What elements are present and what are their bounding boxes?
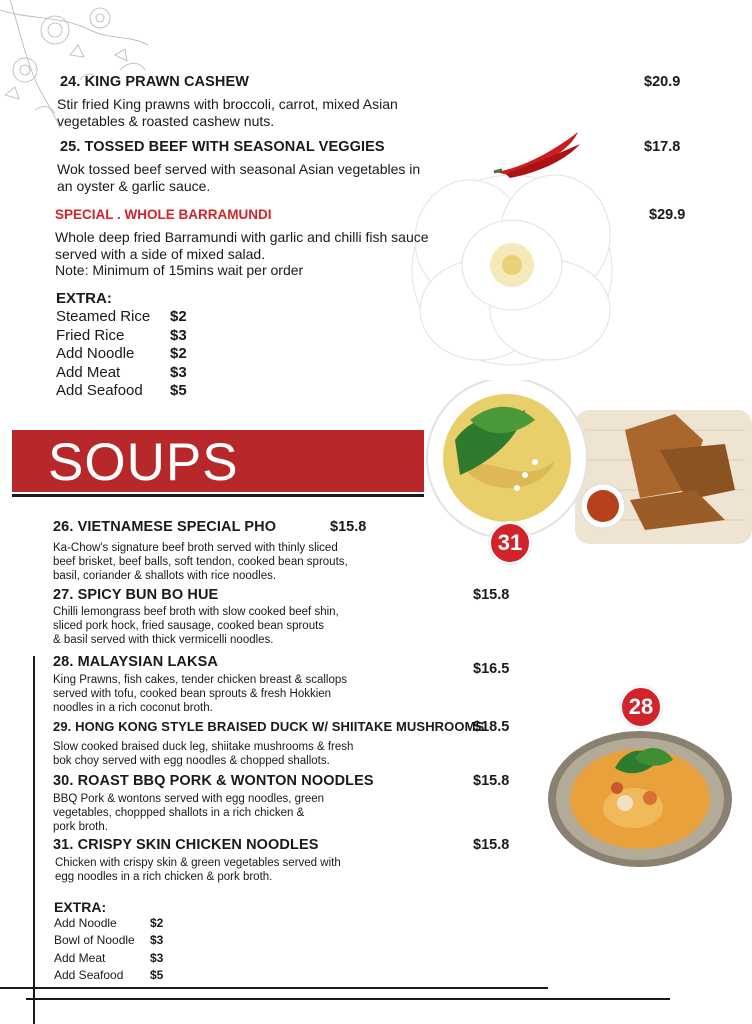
dish-title-28: 28. MALAYSIAN LAKSA (53, 654, 218, 670)
dish-price-24: $20.9 (644, 74, 681, 90)
extra-item: Bowl of Noodle $3 (54, 933, 164, 948)
dish-title-25: 25. TOSSED BEEF WITH SEASONAL VEGGIES (60, 139, 385, 155)
chilli-decoration (492, 128, 584, 180)
dish-price-30: $15.8 (473, 773, 510, 789)
extra-item: Add Seafood $5 (54, 968, 164, 983)
dish-title-26: 26. VIETNAMESE SPECIAL PHO (53, 519, 277, 535)
special-price: $29.9 (649, 207, 686, 223)
dish-desc-28: King Prawns, fish cakes, tender chicken breast & scallops served with tofu, cooked bean sprouts & fresh Hokkien noodles in a rich coconut broth. (53, 674, 348, 714)
dish-title-27: 27. SPICY BUN BO HUE (53, 587, 219, 603)
dish-title-31: 31. CRISPY SKIN CHICKEN NOODLES (53, 837, 319, 853)
dish-number-badge-28: 28 (620, 686, 662, 728)
bottom-rule-lower (26, 998, 670, 1000)
dish-desc-30: BBQ Pork & wontons served with egg noodles, green vegetables, choppped shallots in a rich chicken & pork broth. (53, 793, 325, 833)
crispy-chicken-noodles-photo (425, 380, 752, 550)
extra-item: Add Seafood $5 (56, 382, 187, 400)
extra-heading: EXTRA: (56, 290, 112, 307)
dish-desc-27: Chilli lemongrass beef broth with slow cooked beef shin, sliced pork hock, fried sausage, cooked bean sprouts & basil served with thick vermicelli noodles. (53, 606, 339, 646)
dish-price-28: $16.5 (473, 661, 510, 677)
left-vertical-rule (33, 656, 35, 1024)
dish-price-27: $15.8 (473, 587, 510, 603)
dish-desc-26: Ka-Chow's signature beef broth served with thinly sliced beef brisket, beef balls, soft tendon, cooked bean sprouts, basil, coriander & shallots with rice noodles. (53, 542, 348, 582)
dish-desc-25: Wok tossed beef served with seasonal Asian vegetables in an oyster & garlic sauce. (57, 161, 421, 194)
dish-title-29: 29. HONG KONG STYLE BRAISED DUCK W/ SHIITAKE MUSHROOMS (53, 719, 485, 734)
dish-price-26: $15.8 (330, 519, 367, 535)
dish-price-25: $17.8 (644, 139, 681, 155)
extra-item: Add Noodle $2 (56, 345, 187, 363)
special-title: SPECIAL . WHOLE BARRAMUNDI (55, 207, 272, 222)
extra-item: Steamed Rice $2 (56, 308, 187, 325)
malaysian-laksa-photo (545, 728, 735, 870)
dish-desc-24: Stir fried King prawns with broccoli, carrot, mixed Asian vegetables & roasted cashew nuts. (57, 96, 398, 129)
extra-item: Add Noodle $2 (54, 916, 164, 930)
dish-title-24: 24. KING PRAWN CASHEW (60, 74, 250, 90)
bottom-rule-upper (0, 987, 548, 989)
dish-title-30: 30. ROAST BBQ PORK & WONTON NOODLES (53, 773, 374, 789)
special-desc: Whole deep fried Barramundi with garlic and chilli fish sauce served with a side of mixed salad. Note: Minimum of 15mins wait per order (55, 229, 429, 278)
dish-price-31: $15.8 (473, 837, 510, 853)
extra-item: Fried Rice $3 (56, 326, 187, 344)
dish-price-29: $18.5 (473, 719, 510, 735)
dish-desc-31: Chicken with crispy skin & green vegetables served with egg noodles in a rich chicken & pork broth. (55, 857, 341, 883)
banner-underline (12, 494, 424, 497)
extra-item: Add Meat $3 (56, 363, 187, 381)
section-heading-soups: SOUPS (48, 433, 239, 492)
extra-item: Add Meat $3 (54, 950, 164, 965)
extra-heading: EXTRA: (54, 899, 107, 915)
dish-desc-29: Slow cooked braised duck leg, shiitake mushrooms & fresh bok choy served with egg noodles & chopped shallots. (53, 741, 354, 767)
dish-number-badge-31: 31 (489, 522, 531, 564)
extra-list-bottom (54, 899, 163, 986)
extra-list-top (56, 290, 187, 401)
